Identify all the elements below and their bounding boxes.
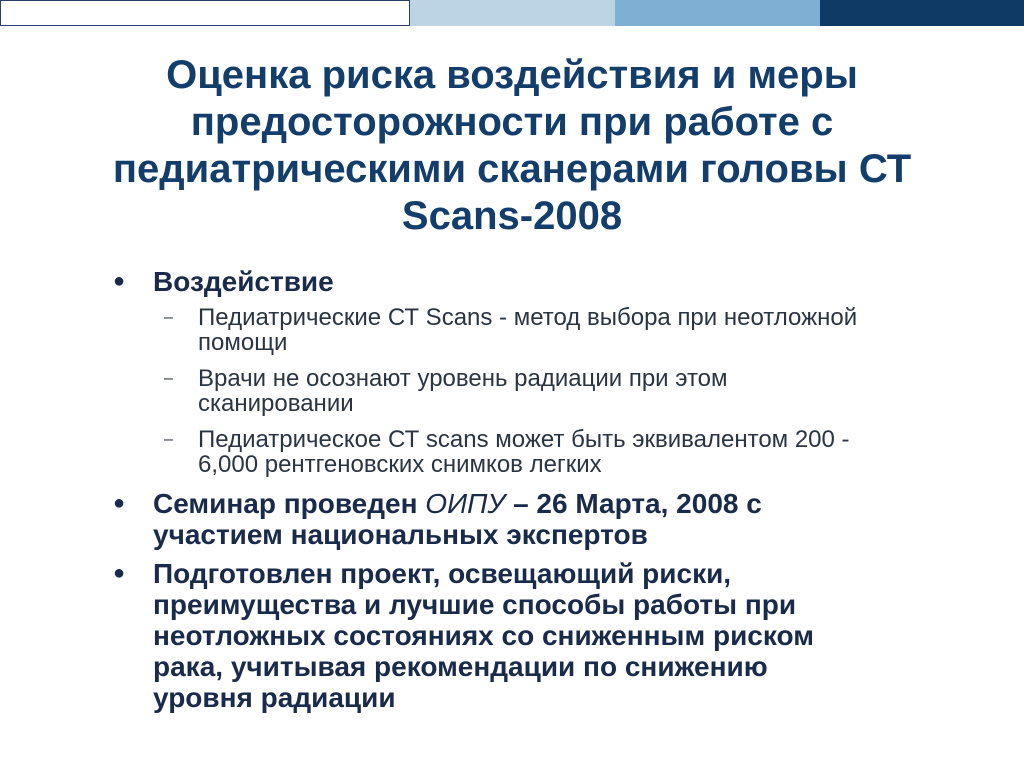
sub-bullet-text: сканировании [198,390,354,417]
sub-bullet-text: Педиатрические СТ Scans - метод выбора при неотложной [198,304,858,331]
bullet-text-line: неотложных состояниях со сниженным риском [153,620,814,651]
slide-title-line: предосторожности при работе с [190,100,834,144]
bullet-text-line: участием национальных экспертов [153,519,648,550]
bullet-dot-icon: ● [113,270,126,292]
top-bar-segment-mid-blue [615,0,820,26]
bullet-text-line [153,488,1024,519]
sub-bullet [0,366,1024,416]
sub-bullet [0,427,1024,477]
bullet-text-line: преимущества и лучшие способы работы при [153,589,797,620]
slide-title-line: Scans-2008 [401,194,623,238]
bullet-dot-icon: ● [113,562,126,584]
bullet-text-prefix: Семинар проведен [153,488,426,519]
top-bar-segment-white [0,0,410,26]
sub-bullet-dash-icon: – [164,431,173,448]
sub-bullet-dash-icon: – [164,370,173,387]
bullet-text-line: уровня радиации [153,682,396,713]
bullet-text-line: рака, учитывая рекомендации по снижению [153,651,768,682]
slide-title [30,52,994,240]
bullet-text-line: Подготовлен проект, освещающий риски, [153,558,732,589]
bullet-dot-icon: ● [113,492,126,514]
slide-title-line: Оценка риска воздействия и меры [166,53,858,97]
sub-bullet-dash-icon: – [164,309,173,326]
bullet-exposure [0,266,1024,297]
sub-bullet-list [0,305,1024,477]
organization-name: ОИПУ [425,488,506,519]
bullet-project [0,558,1024,713]
bullet-text: Воздействие [153,266,334,297]
bullet-text-suffix: – 26 Марта, 2008 с [505,488,762,519]
top-bar-segment-dark-blue [820,0,1024,26]
sub-bullet [0,305,1024,355]
top-bar-segment-light-blue [410,0,615,26]
slide-body [0,266,1024,721]
slide-title-line: педиатрическими сканерами головы СТ [112,147,912,191]
sub-bullet-text: Педиатрическое СТ scans может быть эквивалентом 200 - [198,426,850,453]
sub-bullet-text: Врачи не осознают уровень радиации при этом [198,365,728,392]
bullet-seminar [0,488,1024,550]
sub-bullet-text: 6,000 рентгеновских снимков легких [198,451,602,478]
sub-bullet-text: помощи [198,329,288,356]
top-decorative-bar [0,0,1024,26]
